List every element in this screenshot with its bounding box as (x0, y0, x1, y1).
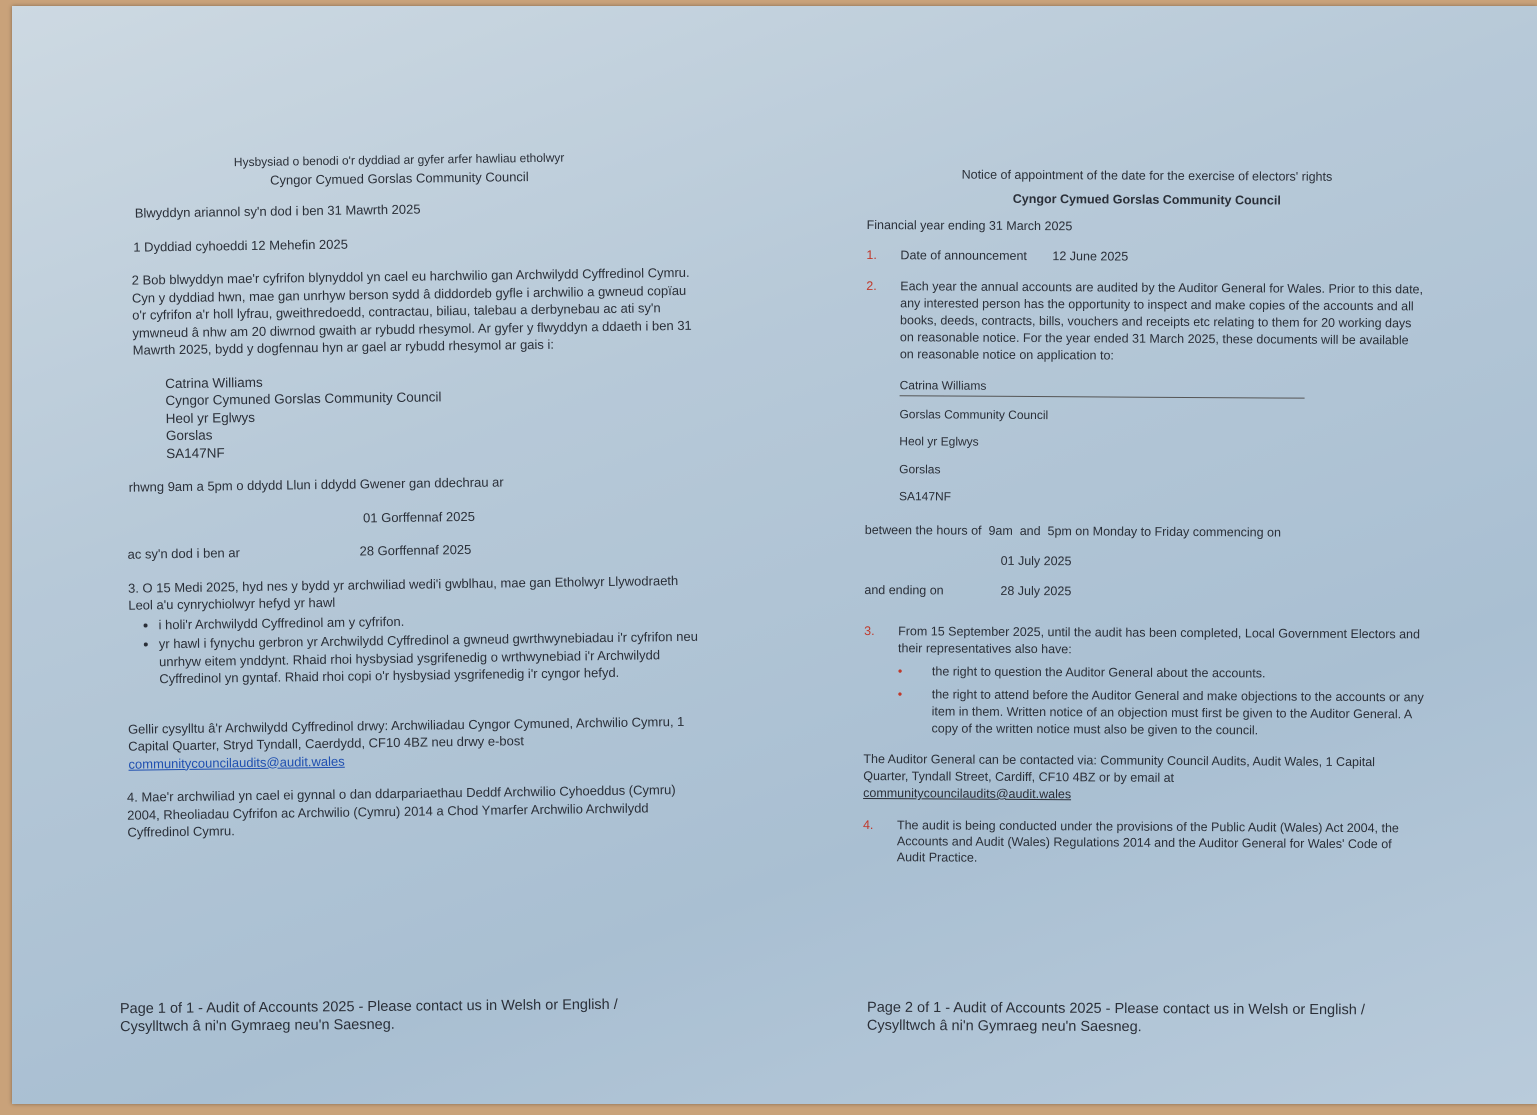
english-item1 (866, 246, 1426, 267)
english-contact: The Auditor General can be contacted via: Community Council Audits, Audit Wales, 1 Capital Quarter, Tyndall Street, Cardiff, CF10 4BZ or by email at (863, 751, 1376, 785)
welsh-item3: 3. O 15 Medi 2025, hyd nes y bydd yr archwiliad wedi'i gwblhau, mae gan Etholwyr Llywodraeth Leol a'u cynrychiolwyr hefyd yr hawl (127, 572, 679, 613)
item-number: 2. (866, 278, 877, 294)
address-line: Cyngor Cymuned Gorslas Community Council (165, 389, 442, 409)
english-financial-year: Financial year ending 31 March 2025 (866, 217, 1073, 234)
address-line: Gorslas Community Council (899, 406, 1049, 422)
english-notice (863, 166, 1427, 868)
list-item: • i holi'r Archwilydd Cyffredinol am y cyfrifon. (158, 608, 700, 633)
address-line: Catrina Williams (165, 374, 263, 391)
item-number: 3. (864, 623, 875, 639)
address-line: Heol yr Eglwys (899, 434, 979, 449)
footer-line: Cysylltwch â ni'n Gymraeg neu'n Saesneg. (120, 1016, 395, 1036)
welsh-end-date: 28 Gorffennaf 2025 (359, 541, 472, 559)
address-line: SA147NF (166, 444, 225, 461)
welsh-address (107, 367, 698, 463)
english-end-row (864, 581, 1424, 602)
english-item4 (863, 816, 1423, 867)
list-item: • the right to attend before the Auditor General and make objections to the accounts or any item in them. Written notice of an objection must first be given to the Auditor General. A copy of the written notice must also be given to the council. (898, 686, 1424, 740)
welsh-heading-line2: Cyngor Cymued Gorslas Community Council (269, 168, 529, 188)
welsh-bullets (110, 608, 701, 688)
footer-line: Page 2 of 1 - Audit of Accounts 2025 - Please contact us in Welsh or English / (867, 999, 1365, 1019)
english-item1-label: Date of announcement (900, 247, 1027, 263)
english-hours: between the hours of 9am and 5pm on Monday to Friday commencing on (864, 522, 1282, 540)
welsh-end-label: ac sy'n dod i ben ar (127, 545, 240, 562)
english-item4-text: The audit is being conducted under the provisions of the Public Audit (Wales) Act 2004, the Accounts and Audit (Wales) Regulations 2014 and the Auditor General for Wales' Code of Audit Practice. (896, 817, 1399, 865)
footer-line: Cysylltwch â ni'n Gymraeg neu'n Saesneg. (866, 1017, 1142, 1036)
welsh-footer (120, 996, 618, 1036)
english-start-date: 01 July 2025 (1000, 553, 1072, 569)
item-number: 4. (862, 817, 874, 832)
address-line: Gorslas (165, 427, 213, 444)
address-line: Gorslas (899, 461, 941, 476)
english-address (865, 377, 1426, 509)
address-line: SA147NF (898, 489, 952, 504)
item-number: 1. (866, 247, 877, 262)
welsh-email-link[interactable]: communitycouncilaudits@audit.wales (128, 753, 345, 772)
english-end-date: 28 July 2025 (1000, 583, 1072, 598)
welsh-item4: 4. Mae'r archwiliad yn cael ei gynnal o dan ddarpariaethau Deddf Archwilio Cyhoeddus (Cymru) 2004, Rheoliadau Cyfrifon ac Archwilio (Cymru) 2014 a Chod Ymarfer Archwilio Archwilydd Cyffredinol Cymru. (126, 782, 676, 840)
welsh-start-date: 01 Gorffennaf 2025 (362, 508, 475, 525)
list-item: • the right to question the Auditor General about the accounts. (898, 663, 1424, 683)
footer-line: Page 1 of 1 - Audit of Accounts 2025 - Please contact us in Welsh or English / (119, 996, 618, 1018)
welsh-item1: 1 Dyddiad cyhoeddi 12 Mehefin 2025 (133, 236, 349, 255)
list-item: • yr hawl i fynychu gerbron yr Archwilydd Cyffredinol a gwneud gwrthwynebiadau i'r cyfrifon neu unrhyw eitem ynddynt. Rhaid rhoi hysbysiad ysgrifenedig o wrthwynebiad i'r Archwilydd Cyffredinol yn gyntaf. Rhaid rhoi copi o'r hysbysiad ysgrifenedig i'r cyngor hefyd. (159, 628, 702, 688)
welsh-contact: Gellir cysylltu â'r Archwilydd Cyffredinol drwy: Archwiliadau Cyngor Cymuned, Archwilio Cymru, 1 Capital Quarter, Stryd Tyndall, Caerdydd, CF10 4BZ neu drwy e-bost (127, 713, 685, 754)
english-heading-line2: Cyngor Cymued Gorslas Community Council (1012, 191, 1281, 208)
english-footer (867, 999, 1365, 1038)
english-heading-line1: Notice of appointment of the date for the exercise of electors' rights (961, 167, 1333, 184)
welsh-heading-line1: Hysbysiad o benodi o'r dyddiad ar gyfer arfer hawliau etholwyr (233, 150, 565, 170)
english-item3 (864, 623, 1424, 660)
english-email-link[interactable]: communitycouncilaudits@audit.wales (863, 785, 1072, 802)
english-end-label: and ending on (864, 582, 944, 597)
english-item2 (866, 278, 1427, 366)
welsh-hours: rhwng 9am a 5pm o ddydd Llun i ddydd Gwener gan ddechrau ar (128, 474, 504, 495)
welsh-notice (104, 148, 704, 842)
english-bullets (864, 663, 1424, 740)
address-line: Catrina Williams (900, 377, 1305, 398)
english-item3-text: From 15 September 2025, until the audit has been completed, Local Government Electors and their representatives also have: (898, 624, 1421, 657)
english-item2-text: Each year the annual accounts are audited by the Auditor General for Wales. Prior to this date, any interested person has the opportunity to inspect and make copies of the accounts and all books, deeds, contracts, bills, vouchers and receipts etc relating to them for 20 working days on reasonable notice. For the year ended 31 March 2025, these documents will be available on reasonable notice on application to: (899, 279, 1424, 363)
address-line: Heol yr Eglwys (165, 409, 256, 426)
english-item1-date: 12 June 2025 (1052, 248, 1129, 264)
welsh-item2: 2 Bob blwyddyn mae'r cyfrifon blynyddol yn cael eu harchwilio gan Archwilydd Cyffredinol Cymru. Cyn y dyddiad hwn, mae gan unrhyw berson sydd â diddordeb gyfle i archwilio a gwneud copïau o'r cyfrifon a'r holl lyfrau, gweithredoedd, contractau, biliau, talebau a derbynebau ac ati sy'n ymwneud â nhw am 20 diwrnod gwaith ar rybudd rhesymol. Ar gyfer y flwyddyn a ddaeth i ben 31 Mawrth 2025, bydd y dogfennau hyn ar gael ar rybudd rhesymol ar gais i: (131, 264, 692, 358)
welsh-financial-year: Blwyddyn ariannol sy'n dod i ben 31 Mawrth 2025 (134, 201, 421, 221)
paper-sheet (12, 6, 1537, 1104)
